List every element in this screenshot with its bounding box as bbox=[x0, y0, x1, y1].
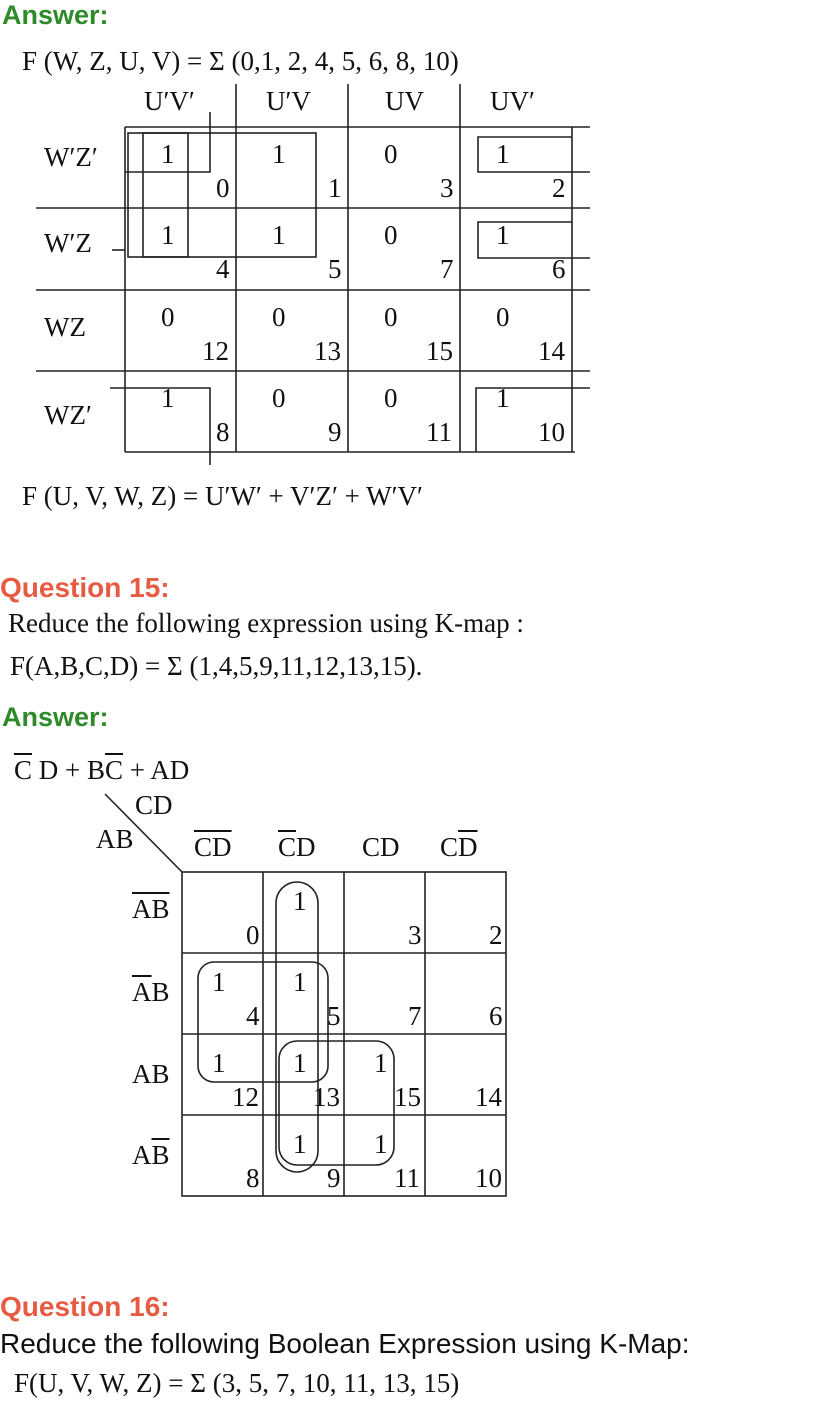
kmap-2-cell-value: 1 bbox=[293, 1129, 307, 1159]
kmap-1-col-label: UV bbox=[385, 86, 424, 116]
kmap-2-cell-index: 10 bbox=[475, 1163, 502, 1193]
kmap-1-cell-value: 1 bbox=[161, 139, 175, 169]
kmap-1-cell-value: 0 bbox=[384, 139, 398, 169]
kmap-2-cell-index: 13 bbox=[313, 1082, 340, 1112]
kmap-1-cell-index: 12 bbox=[202, 336, 229, 366]
kmap-1-col-label: U′V bbox=[266, 86, 311, 116]
kmap-1-cell-value: 0 bbox=[272, 383, 286, 413]
kmap-2-cell-value: 1 bbox=[374, 1129, 388, 1159]
kmap-2-corner-top: CD bbox=[135, 790, 173, 820]
kmap-1-cell-index: 7 bbox=[440, 254, 454, 284]
kmap-1-cell-index: 4 bbox=[216, 254, 230, 284]
kmap-1-cell-value: 1 bbox=[496, 383, 510, 413]
question-15-heading: Question 15: bbox=[0, 572, 170, 603]
kmap-1-cell-index: 15 bbox=[426, 336, 453, 366]
kmap-1-col-label: U′V′ bbox=[144, 86, 195, 116]
kmap-2-cell-value: 1 bbox=[212, 967, 226, 997]
question-15-text: Reduce the following expression using K-map : bbox=[8, 608, 524, 638]
answer-heading: Answer: bbox=[2, 0, 109, 30]
kmap-2-cell-index: 7 bbox=[408, 1001, 422, 1031]
kmap-1-cell-index: 13 bbox=[314, 336, 341, 366]
kmap-2-cell-value: 1 bbox=[293, 1048, 307, 1078]
kmap-1-cell-index: 10 bbox=[538, 417, 565, 447]
kmap-2-cell-index: 9 bbox=[327, 1163, 341, 1193]
kmap-1-cell-value: 0 bbox=[272, 302, 286, 332]
kmap-1-cell-index: 6 bbox=[552, 254, 566, 284]
answer-2-result: $\overline{C}$ $D + B\overline{C}$ + AD bbox=[14, 755, 190, 785]
kmap-1-cell-value: 0 bbox=[384, 302, 398, 332]
kmap-2-cell-index: 8 bbox=[246, 1163, 260, 1193]
answer-2-heading: Answer: bbox=[2, 702, 109, 732]
kmap-1-row-label: W′Z bbox=[44, 228, 92, 258]
kmap-1-cell-index: 8 bbox=[216, 417, 230, 447]
kmap-1-col-label: UV′ bbox=[490, 86, 535, 116]
kmap-1-row-label: WZ′ bbox=[44, 400, 92, 430]
kmap-2-row-label: $\overline{A}B$ bbox=[132, 977, 170, 1007]
kmap-1-cell-value: 1 bbox=[496, 139, 510, 169]
function-definition: F (W, Z, U, V) = Σ (0,1, 2, 4, 5, 6, 8, 10) bbox=[22, 46, 459, 76]
kmap-1-cell-index: 14 bbox=[538, 336, 565, 366]
kmap-2-cell-value: 1 bbox=[293, 967, 307, 997]
kmap-1-cell-value: 1 bbox=[161, 220, 175, 250]
question-16-expression: F(U, V, W, Z) = Σ (3, 5, 7, 10, 11, 13, 15) bbox=[14, 1368, 460, 1398]
kmap-1-cell-index: 1 bbox=[328, 173, 342, 203]
kmap-1-cell-value: 1 bbox=[496, 220, 510, 250]
kmap-1-cell-value: 1 bbox=[161, 383, 175, 413]
kmap-1-cell-index: 3 bbox=[440, 173, 454, 203]
kmap-2-cell-index: 15 bbox=[394, 1082, 421, 1112]
kmap-2-cell-index: 2 bbox=[489, 920, 503, 950]
question-15-expression: F(A,B,C,D) = Σ (1,4,5,9,11,12,13,15). bbox=[10, 651, 423, 681]
answer-1-result: F (U, V, W, Z) = U′W′ + V′Z′ + W′V′ bbox=[22, 481, 423, 511]
kmap-2-cell-index: 6 bbox=[489, 1001, 503, 1031]
kmap-2-cell-index: 12 bbox=[232, 1082, 259, 1112]
kmap-2-corner-left: AB bbox=[96, 824, 134, 854]
kmap-2-cell-index: 11 bbox=[394, 1163, 420, 1193]
kmap-2-row-label: $\overline{A}\overline{B}$ bbox=[132, 894, 170, 924]
kmap-1-cell-value: 1 bbox=[272, 220, 286, 250]
kmap-1-cell-index: 0 bbox=[216, 173, 230, 203]
kmap-2-cell-value: 1 bbox=[374, 1048, 388, 1078]
kmap-1-cell-index: 9 bbox=[328, 417, 342, 447]
kmap-1-cell-value: 1 bbox=[272, 139, 286, 169]
kmap-1-cell-index: 11 bbox=[426, 417, 452, 447]
kmap-2-cell-value: 1 bbox=[212, 1048, 226, 1078]
kmap-1-cell-index: 5 bbox=[328, 254, 342, 284]
kmap-2-cell-index: 5 bbox=[327, 1001, 341, 1031]
kmap-2-col-label: $C\overline{D}$ bbox=[440, 832, 478, 862]
kmap-2-row-label: $A\overline{B}$ bbox=[132, 1140, 170, 1170]
kmap-1-cell-value: 0 bbox=[384, 220, 398, 250]
kmap-2-row-label: AB bbox=[132, 1059, 170, 1089]
kmap-1-row-label: WZ bbox=[44, 312, 86, 342]
kmap-1-cell-value: 0 bbox=[384, 383, 398, 413]
kmap-1-cell-value: 0 bbox=[496, 302, 510, 332]
kmap-2-cell-index: 3 bbox=[408, 920, 422, 950]
question-16-text: Reduce the following Boolean Expression using K-Map: bbox=[0, 1328, 690, 1359]
kmap-2-col-label: CD bbox=[362, 832, 400, 862]
kmap-2-cell-index: 14 bbox=[475, 1082, 502, 1112]
kmap-2-col-label: $\overline{C}D$ bbox=[278, 832, 316, 862]
kmap-2-cell-value: 1 bbox=[293, 886, 307, 916]
kmap-1-cell-index: 2 bbox=[552, 173, 566, 203]
kmap-2-col-label: $\overline{C}\overline{D}$ bbox=[194, 832, 232, 862]
kmap-1-row-label: W′Z′ bbox=[44, 142, 98, 172]
kmap-1-cell-value: 0 bbox=[161, 302, 175, 332]
kmap-2-cell-index: 0 bbox=[246, 920, 260, 950]
kmap-2-cell-index: 4 bbox=[246, 1001, 260, 1031]
question-16-heading: Question 16: bbox=[0, 1291, 170, 1322]
